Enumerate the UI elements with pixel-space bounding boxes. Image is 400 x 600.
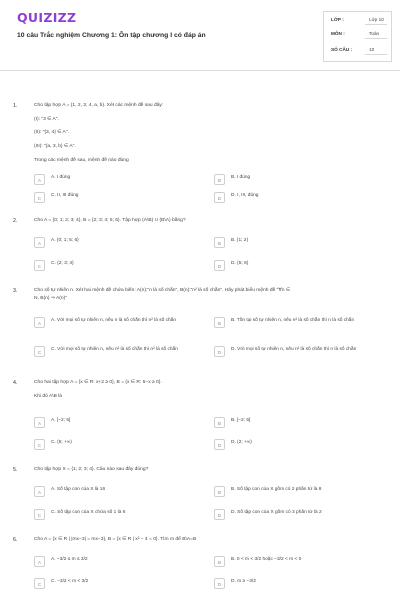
option-b[interactable] <box>214 555 374 569</box>
question-number: 6. <box>13 537 18 543</box>
option-text: A. {0; 1; 5; 6} <box>51 238 79 243</box>
option-c[interactable] <box>34 438 194 452</box>
option-text: A. I đúng <box>51 175 71 180</box>
option-letter: D <box>214 439 225 450</box>
option-text: A. −3/2 ≤ m ≤ 3/2 <box>51 557 88 562</box>
option-letter: B <box>214 486 225 497</box>
option-letter: B <box>214 417 225 428</box>
option-letter: A <box>34 486 45 497</box>
option-text: B. {1; 2} <box>231 238 249 243</box>
question-text: (II): "{3, 4} ∈ A". <box>34 130 69 135</box>
meta-label: MÔN : <box>331 31 345 36</box>
option-b[interactable] <box>214 236 374 250</box>
option-d[interactable] <box>214 438 374 452</box>
option-text: C. II, III đúng <box>51 193 79 198</box>
option-letter: D <box>214 260 225 271</box>
meta-label: LỚP : <box>331 17 344 22</box>
option-text: D. Số tập con của X gồm có 3 phần tử là 2 <box>231 510 322 515</box>
option-letter: A <box>34 556 45 567</box>
header-divider <box>0 70 400 71</box>
question-text: Cho A = {x ∈ R | |mx−3| = mx−3}, B = {x ∈ R | x² − 4 = 0}. Tìm m để B\A=B <box>34 537 197 542</box>
question-number: 1. <box>13 103 18 109</box>
option-letter: D <box>214 192 225 203</box>
option-letter: B <box>214 174 225 185</box>
divider <box>365 38 387 39</box>
meta-label: SỐ CÂU : <box>331 47 353 52</box>
option-a[interactable] <box>34 555 194 569</box>
meta-box <box>323 11 392 62</box>
question-text: Khi đó A\B là <box>34 394 63 399</box>
option-letter: C <box>34 260 45 271</box>
option-b[interactable] <box>214 316 374 336</box>
option-letter: C <box>34 439 45 450</box>
option-a[interactable] <box>34 316 194 336</box>
option-d[interactable] <box>214 191 374 205</box>
option-text: B. I đúng <box>231 175 251 180</box>
option-letter: C <box>34 578 45 589</box>
meta-row-class <box>329 14 387 25</box>
option-text: A. [−2; 5] <box>51 418 71 423</box>
option-b[interactable] <box>214 416 374 430</box>
option-letter: B <box>214 556 225 567</box>
option-letter: A <box>34 317 45 328</box>
option-a[interactable] <box>34 416 194 430</box>
question-number: 2. <box>13 218 18 224</box>
option-letter: A <box>34 417 45 428</box>
meta-value: 10 <box>369 47 375 52</box>
option-d[interactable] <box>214 577 374 591</box>
option-letter: C <box>34 509 45 520</box>
option-c[interactable] <box>34 191 194 205</box>
meta-value: Lớp 10 <box>369 17 384 22</box>
option-b[interactable] <box>214 173 374 187</box>
option-text: B. [−2; 6] <box>231 418 251 423</box>
option-letter: A <box>34 237 45 248</box>
option-a[interactable] <box>34 236 194 250</box>
question-text: Cho tập hợp A = {1, 2, 3, 4, a, b}. Xét các mệnh đề sau đây: <box>34 103 164 108</box>
option-b[interactable] <box>214 485 374 499</box>
question-text: Cho số tự nhiên n. Xét hai mệnh đề chứa biến: A(n):"n là số chẵn", B(n):"n² là số chẵn". Hãy phát biểu mệnh đề "∀n ∈ <box>34 288 291 293</box>
question-number: 3. <box>13 288 18 294</box>
option-letter: D <box>214 346 225 357</box>
option-text: B. Số tập con của X gồm có 2 phần tử là 8 <box>231 487 322 492</box>
option-c[interactable] <box>34 508 194 522</box>
header <box>0 0 400 70</box>
option-letter: A <box>34 174 45 185</box>
option-d[interactable] <box>214 508 374 522</box>
option-text: A. Với mọi số tự nhiên n, nếu n là số chẵn thì n² là số chẵn <box>51 318 177 323</box>
option-letter: C <box>34 346 45 357</box>
option-text: A. Số tập con của X là 16 <box>51 487 106 492</box>
option-c[interactable] <box>34 259 194 273</box>
question-text: Trong các mệnh đề sau, mệnh đề nào đúng <box>34 158 129 163</box>
option-letter: D <box>214 509 225 520</box>
option-letter: B <box>214 237 225 248</box>
question-text: Cho A = {0; 1; 2; 3; 4}, B = {2; 3; 4; 5; 6}. Tập hợp (A\B) ∪ (B\A) bằng? <box>34 218 186 223</box>
option-text: C. {2; 3; 4} <box>51 261 74 266</box>
option-letter: C <box>34 192 45 203</box>
option-text: C. Số tập con của X chứa số 1 là 6 <box>51 510 126 515</box>
divider <box>365 24 387 25</box>
meta-row-subject <box>329 28 387 39</box>
option-a[interactable] <box>34 485 194 499</box>
meta-row-count <box>329 44 387 55</box>
quizizz-logo[interactable]: QUIZIZZ <box>17 10 77 25</box>
meta-value: Toán <box>369 31 380 36</box>
option-text: D. (2; +∞) <box>231 440 252 445</box>
option-text: B. Tồn tại số tự nhiên n, nếu n² là số chẵn thì n là số chẵn <box>231 318 355 323</box>
option-c[interactable] <box>34 577 194 591</box>
option-text: C. (5; +∞) <box>51 440 72 445</box>
question-number: 5. <box>13 467 18 473</box>
option-text: C. −3/2 < m < 3/2 <box>51 579 89 584</box>
divider <box>365 54 387 55</box>
option-letter: D <box>214 578 225 589</box>
question-text: (III): "{a, 3, b} ∈ A". <box>34 144 76 149</box>
option-text: D. I, III, đúng <box>231 193 259 198</box>
question-text: N, B(n) ⇒ A(n)" <box>34 296 68 301</box>
option-text: D. m ≥ −3/2 <box>231 579 256 584</box>
question-text: Cho hai tập hợp A = {x ∈ R: x+2 ≥ 0}, B = {x ∈ R: 5−x ≥ 0}. <box>34 380 162 385</box>
option-d[interactable] <box>214 345 374 365</box>
option-text: D. Với mọi số tự nhiên n, nếu n² là số chẵn thì n là số chẵn <box>231 347 357 352</box>
question-text: Cho tập hợp X = {1; 2; 3; 4}. Câu nào sau đây đúng? <box>34 467 149 472</box>
question-text: (I): "3 ∈ A". <box>34 117 59 122</box>
question-number: 4. <box>13 380 18 386</box>
option-d[interactable] <box>214 259 374 273</box>
page-title: 10 câu Trắc nghiệm Chương 1: Ôn tập chương I có đáp án <box>17 32 206 39</box>
option-text: B. 0 < m < 3/2 hoặc −3/2 < m < 0 <box>231 557 302 562</box>
option-c[interactable] <box>34 345 194 365</box>
option-a[interactable] <box>34 173 194 187</box>
option-letter: B <box>214 317 225 328</box>
option-text: C. Với mọi số tự nhiên n, nếu n² là số chẵn thì n² là số chẵn <box>51 347 178 352</box>
option-text: D. {5; 6} <box>231 261 249 266</box>
